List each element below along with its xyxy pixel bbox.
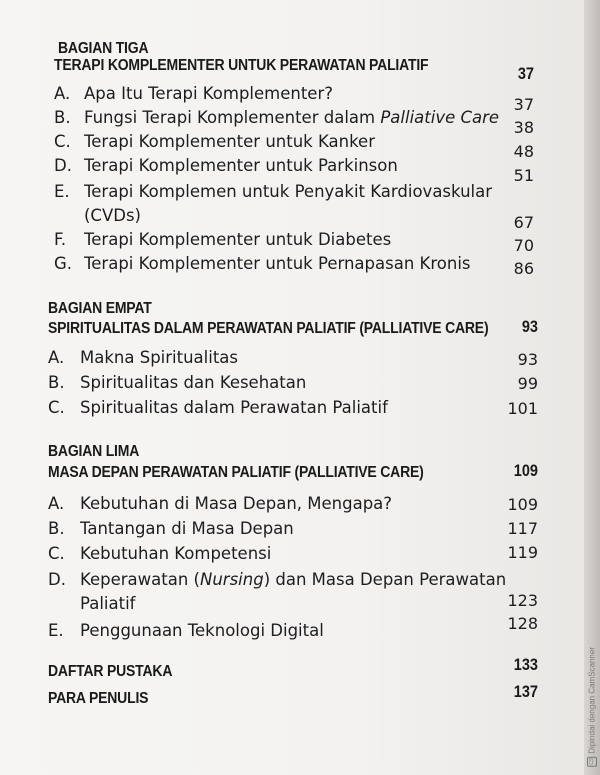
item-page: 48 <box>513 142 534 161</box>
back-matter-page: 133 <box>513 656 538 675</box>
toc-item: Kebutuhan di Masa Depan, Mengapa? <box>80 494 393 513</box>
scanner-watermark <box>585 647 599 767</box>
toc-item: Penggunaan Teknologi Digital <box>80 621 324 640</box>
toc-item: Spiritualitas dan Kesehatan <box>80 373 307 392</box>
item-page: 37 <box>513 95 534 114</box>
item-letter: B. <box>54 108 71 127</box>
item-page: 86 <box>513 259 534 278</box>
item-letter: D. <box>48 570 66 589</box>
item-letter: C. <box>48 398 65 417</box>
section-label: BAGIAN LIMA <box>48 441 140 460</box>
item-letter: G. <box>54 254 73 273</box>
item-page: 117 <box>507 519 538 538</box>
item-letter: D. <box>54 156 72 175</box>
section-title: TERAPI KOMPLEMENTER UNTUK PERAWATAN PALIATIF <box>54 55 429 74</box>
toc-item-continuation: Paliatif <box>80 594 136 613</box>
item-page: 123 <box>507 591 538 610</box>
item-page: 51 <box>513 166 534 185</box>
toc-item: Apa Itu Terapi Komplementer? <box>84 84 333 103</box>
item-letter: A. <box>54 84 71 103</box>
toc-item: Terapi Komplemen untuk Penyakit Kardiovaskular <box>84 182 493 201</box>
back-matter-page: 137 <box>513 683 538 702</box>
item-letter: C. <box>48 544 65 563</box>
item-page: 93 <box>517 350 538 369</box>
toc-item: Makna Spiritualitas <box>80 348 238 367</box>
item-letter: B. <box>48 373 65 392</box>
toc-item: Tantangan di Masa Depan <box>80 519 294 538</box>
item-page: 119 <box>507 543 538 562</box>
toc-item: Terapi Komplementer untuk Kanker <box>84 132 375 151</box>
item-page: 128 <box>507 614 538 633</box>
item-letter: A. <box>48 494 65 513</box>
section-title: SPIRITUALITAS DALAM PERAWATAN PALIATIF (PALLIATIVE CARE) <box>48 318 489 337</box>
back-matter-title: DAFTAR PUSTAKA <box>48 661 173 680</box>
toc-item: Terapi Komplementer untuk Parkinson <box>84 156 398 175</box>
item-letter: F. <box>54 230 67 249</box>
camscanner-logo-icon: CS <box>589 758 595 766</box>
toc-item: Terapi Komplementer untuk Pernapasan Kronis <box>84 254 471 273</box>
toc-item-continuation: (CVDs) <box>84 206 141 225</box>
section-title: MASA DEPAN PERAWATAN PALIATIF (PALLIATIVE CARE) <box>48 462 424 481</box>
section-label: BAGIAN TIGA <box>58 38 149 57</box>
section-label: BAGIAN EMPAT <box>48 298 152 317</box>
item-page: 109 <box>507 495 538 514</box>
item-letter: B. <box>48 519 65 538</box>
item-letter: A. <box>48 348 65 367</box>
item-letter: E. <box>54 182 70 201</box>
item-page: 38 <box>513 118 534 137</box>
item-page: 101 <box>507 399 538 418</box>
back-matter-title: PARA PENULIS <box>48 688 149 707</box>
item-page: 67 <box>513 213 534 232</box>
section-page: 109 <box>513 462 538 481</box>
section-page: 37 <box>517 65 534 84</box>
toc-item: Spiritualitas dalam Perawatan Paliatif <box>80 398 388 417</box>
toc-item: Terapi Komplementer untuk Diabetes <box>84 230 392 249</box>
item-letter: C. <box>54 132 71 151</box>
toc-item: Keperawatan (Nursing) dan Masa Depan Perawatan <box>80 570 507 589</box>
item-page: 70 <box>513 236 534 255</box>
item-letter: E. <box>48 621 64 640</box>
toc-item: Fungsi Terapi Komplementer dalam Palliative Care <box>84 108 500 127</box>
toc-item: Kebutuhan Kompetensi <box>80 544 272 563</box>
scanner-text: Dipindai dengan CamScanner <box>587 647 597 754</box>
section-page: 93 <box>521 318 538 337</box>
item-page: 99 <box>517 374 538 393</box>
